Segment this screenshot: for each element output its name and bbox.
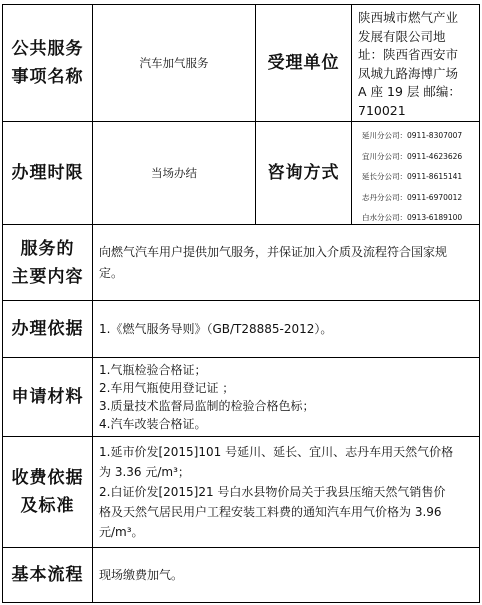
material-item: 1.气瓶检验合格证；	[99, 363, 207, 377]
consult-phone-list	[351, 121, 480, 225]
phone-entry: 白水分公司：0913-6189100	[362, 213, 463, 222]
accepting-unit-label: 受理单位	[255, 4, 352, 122]
fee-basis-value	[92, 436, 480, 548]
fee-basis-line: 元/m³。	[99, 525, 144, 539]
phone-entry: 延长分公司：0911-8615141	[362, 172, 463, 181]
fee-basis-label	[2, 436, 93, 548]
application-materials-list	[92, 357, 480, 437]
agency-line: 发展有限公司地	[358, 28, 446, 44]
time-limit-value: 当场办结	[92, 121, 256, 225]
fee-basis-line: 格及天然气居民用户工程安装工料费的通知汽车用气价格为 3.96	[99, 505, 442, 519]
basic-process-label: 基本流程	[2, 547, 93, 603]
phone-entry: 宜川分公司：0911-4623626	[362, 151, 463, 161]
consult-method-label: 咨询方式	[255, 121, 352, 225]
fee-basis-line: 2.白证价发[2015]21 号白水县物价局关于我县压缩天然气销售价	[99, 485, 446, 499]
main-content-label-line1: 服务的	[20, 238, 75, 259]
main-content-label-line2: 主要内容	[11, 266, 84, 287]
main-content-value	[92, 224, 480, 301]
material-item: 4.汽车改装合格证。	[99, 417, 207, 431]
basic-process-value	[92, 547, 480, 603]
main-content-line: 向燃气汽车用户提供加气服务，并保证加入介质及流程符合国家规	[99, 244, 448, 259]
application-materials-label: 申请材料	[2, 357, 93, 437]
basic-process-text: 现场缴费加气。	[99, 567, 184, 582]
time-limit-label: 办理时限	[2, 121, 93, 225]
accepting-unit-value	[351, 4, 480, 122]
phone-entry: 志丹分公司：0911-6970012	[362, 192, 463, 202]
service-name-label-line1: 公共服务	[11, 39, 84, 59]
service-name-label-line2: 事项名称	[11, 67, 84, 87]
main-content-line: 定。	[99, 265, 124, 280]
fee-basis-label-line2: 及标准	[20, 496, 75, 516]
agency-line: A 座 19 层 邮编：	[358, 84, 461, 99]
phone-entry: 延川分公司：0911-8307007	[362, 131, 463, 140]
agency-line: 陕西城市燃气产业	[358, 10, 459, 25]
legal-basis-text: 1.《燃气服务导则》（GB/T28885-2012）。	[99, 321, 333, 336]
main-content-label	[2, 224, 93, 301]
legal-basis-value	[92, 300, 480, 358]
fee-basis-line: 为 3.36 元/m³；	[99, 465, 190, 479]
material-item: 2.车用气瓶使用登记证 ；	[99, 381, 235, 395]
agency-line: 710021	[358, 102, 406, 118]
material-item: 3.质量技术监督局监制的检验合格色标；	[99, 399, 315, 413]
fee-basis-label-line1: 收费依据	[11, 468, 84, 488]
agency-line: 址：陕西省西安市	[358, 47, 459, 62]
agency-line: 凤城九路海博广场	[358, 65, 459, 81]
legal-basis-label: 办理依据	[2, 300, 93, 358]
service-name-label	[2, 4, 93, 122]
fee-basis-line: 1.延市价发[2015]101 号延川、延长、宜川、志丹车用天然气价格	[99, 445, 454, 459]
service-name-value: 汽车加气服务	[92, 4, 256, 122]
